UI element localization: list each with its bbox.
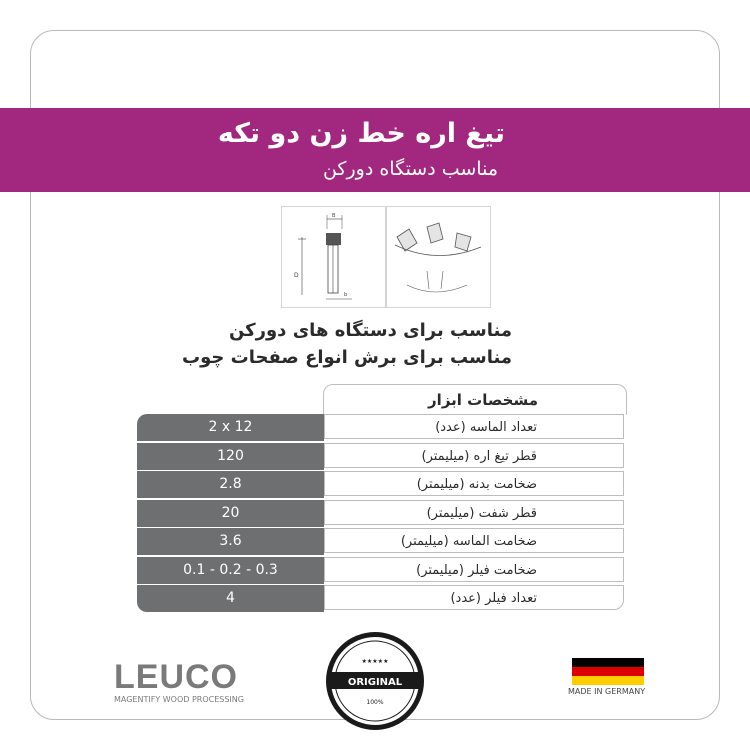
stamp-percent: 100% — [366, 699, 384, 706]
spec-value: 2.8 — [137, 471, 324, 498]
spec-label: قطر تیغ اره (میلیمتر) — [324, 443, 624, 468]
flag-stripe-red — [572, 667, 644, 676]
description-line-1: مناسب برای دستگاه های دورکن — [228, 320, 512, 341]
spec-label: ضخامت الماسه (میلیمتر) — [324, 528, 624, 553]
stamp-text: ORIGINAL — [347, 677, 403, 688]
title-banner — [0, 108, 750, 192]
spec-value: 0.1 - 0.2 - 0.3 — [137, 557, 324, 584]
table-row — [137, 585, 626, 612]
description-line-2: مناسب برای برش انواع صفحات چوب — [182, 347, 512, 368]
leuco-logo — [114, 660, 244, 704]
flag-stripe-black — [572, 658, 644, 667]
spec-label: قطر شفت (میلیمتر) — [324, 500, 624, 525]
flag-stripe-gold — [572, 676, 644, 685]
svg-text:B: B — [332, 213, 336, 219]
table-row — [137, 500, 626, 527]
made-in-label: MADE IN GERMANY — [568, 687, 646, 696]
specs-header — [323, 384, 627, 415]
spec-label: تعداد فیلر (عدد) — [324, 585, 624, 610]
spec-value: 20 — [137, 500, 324, 527]
specs-header-label: مشخصات ابزار — [428, 391, 538, 409]
brand-name: LEUCO — [114, 658, 238, 696]
table-row — [137, 414, 626, 441]
table-row — [137, 557, 626, 584]
svg-text:b: b — [344, 292, 348, 298]
spec-value: 120 — [137, 443, 324, 470]
table-row — [137, 471, 626, 498]
product-subtitle: مناسب دستگاه دورکن — [322, 158, 498, 180]
spec-value: 3.6 — [137, 528, 324, 555]
spec-label: تعداد الماسه (عدد) — [324, 414, 624, 439]
spec-value: 4 — [137, 585, 324, 612]
spec-label: ضخامت بدنه (میلیمتر) — [324, 471, 624, 496]
stamp-stars: ★★★★★ — [361, 658, 389, 665]
specs-table — [137, 414, 626, 614]
original-stamp — [324, 630, 426, 736]
table-row — [137, 443, 626, 470]
spec-value: 2 x 12 — [137, 414, 324, 441]
product-title: تیغ اره خط زن دو تکه — [217, 118, 505, 149]
spec-label: ضخامت فیلر (میلیمتر) — [324, 557, 624, 582]
brand-tagline: MAGENTIFY WOOD PROCESSING — [114, 695, 244, 704]
technical-drawing — [281, 206, 386, 308]
svg-text:D: D — [294, 272, 299, 279]
table-row — [137, 528, 626, 555]
germany-flag-icon — [572, 658, 644, 685]
blade-illustration — [386, 206, 491, 308]
